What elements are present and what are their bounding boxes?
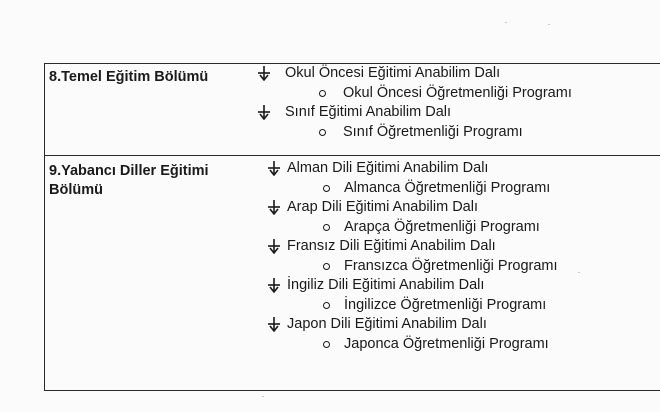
department-name: Fransız Dili Eğitimi Anabilim Dalı bbox=[287, 238, 496, 254]
program-name: Okul Öncesi Öğretmenliği Programı bbox=[343, 85, 572, 101]
department-name: İngiliz Dili Eğitimi Anabilim Dalı bbox=[287, 277, 485, 293]
scan-speck bbox=[548, 24, 550, 25]
circle-bullet-icon bbox=[323, 341, 330, 348]
down-arrow-bullet-icon bbox=[267, 161, 281, 176]
program-name: İngilizce Öğretmenliği Programı bbox=[344, 297, 547, 313]
department-name: Okul Öncesi Eğitimi Anabilim Dalı bbox=[285, 65, 501, 81]
program-name: Sınıf Öğretmenliği Programı bbox=[343, 124, 523, 140]
down-arrow-bullet-icon bbox=[257, 105, 271, 120]
circle-bullet-icon bbox=[323, 185, 330, 192]
down-arrow-bullet-icon bbox=[267, 239, 281, 254]
program-name: Arapça Öğretmenliği Programı bbox=[344, 219, 540, 235]
program-name: Almanca Öğretmenliği Programı bbox=[344, 180, 551, 196]
down-arrow-bullet-icon bbox=[257, 66, 271, 81]
department-name: Japon Dili Eğitimi Anabilim Dalı bbox=[287, 316, 487, 332]
circle-bullet-icon bbox=[323, 302, 330, 309]
program-name: Fransızca Öğretmenliği Programı bbox=[344, 258, 558, 274]
section-row-temel-egitim bbox=[45, 64, 660, 156]
circle-bullet-icon bbox=[323, 263, 330, 270]
section-row-yabanci-diller bbox=[45, 156, 660, 390]
scan-speck bbox=[262, 396, 264, 397]
section-title: 8.Temel Eğitim Bölümü bbox=[49, 69, 209, 85]
department-name: Sınıf Eğitimi Anabilim Dalı bbox=[285, 104, 452, 120]
section-title: 9.Yabancı Diller Eğitimi Bölümü bbox=[49, 163, 209, 198]
down-arrow-bullet-icon bbox=[267, 317, 281, 332]
circle-bullet-icon bbox=[323, 224, 330, 231]
down-arrow-bullet-icon bbox=[267, 278, 281, 293]
scan-speck bbox=[505, 22, 507, 23]
department-name: Alman Dili Eğitimi Anabilim Dalı bbox=[287, 160, 489, 176]
program-name: Japonca Öğretmenliği Programı bbox=[344, 336, 549, 352]
circle-bullet-icon bbox=[319, 90, 326, 97]
department-name: Arap Dili Eğitimi Anabilim Dalı bbox=[287, 199, 478, 215]
circle-bullet-icon bbox=[319, 129, 326, 136]
department-table bbox=[44, 63, 660, 391]
down-arrow-bullet-icon bbox=[267, 200, 281, 215]
